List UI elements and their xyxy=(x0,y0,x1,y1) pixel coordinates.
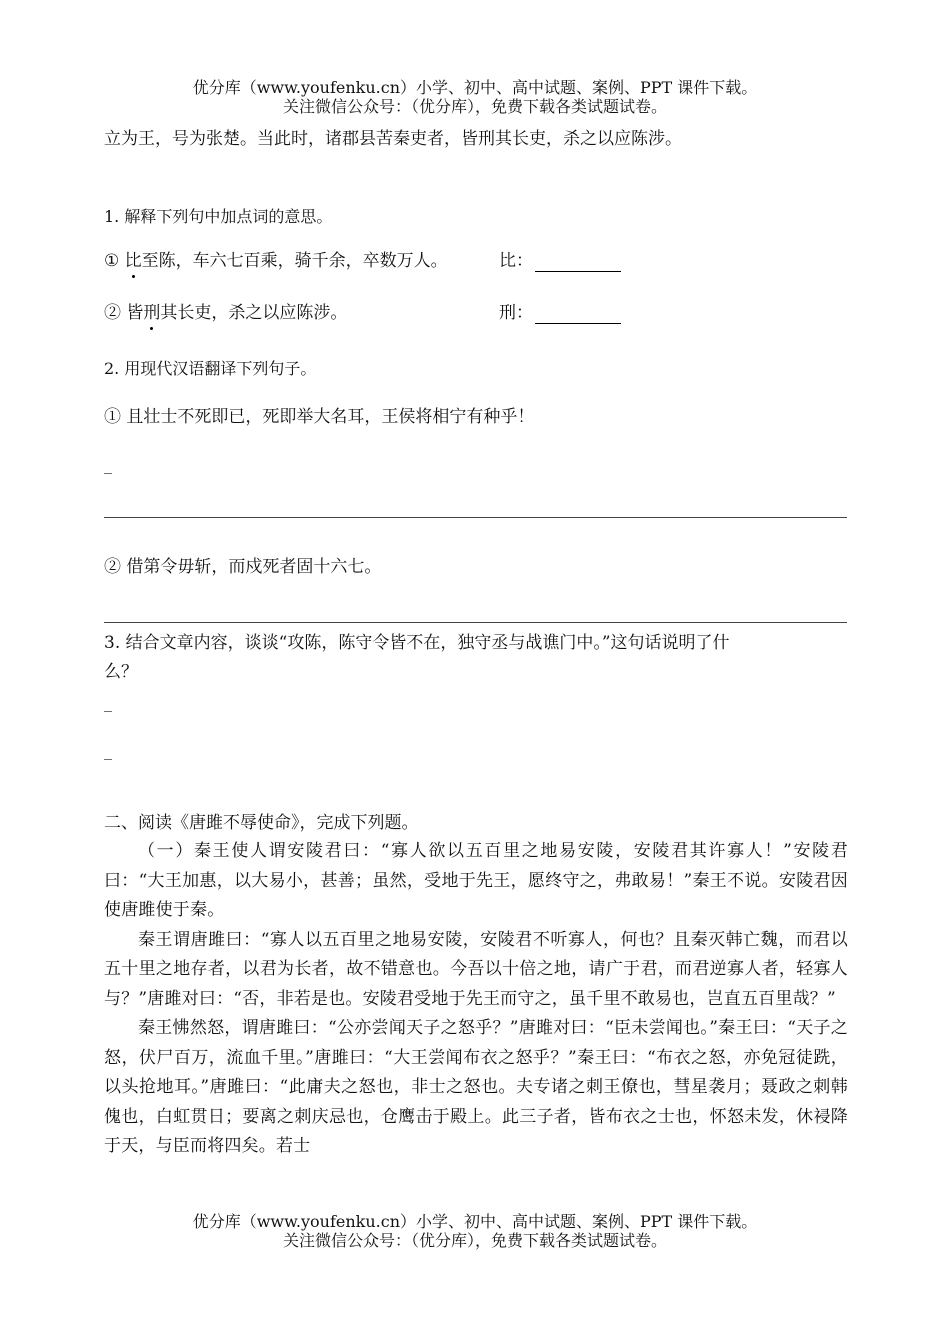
item-text-start: ② 皆 xyxy=(104,303,144,323)
footer-line-1: 优分库（www.youfenku.cn）小学、初中、高中试题、案例、PPT 课件下载。 xyxy=(192,1212,758,1231)
intro-line: 立为王，号为张楚。当此时，诸郡县苦秦吏者，皆刑其长吏，杀之以应陈涉。 xyxy=(104,129,682,149)
page-footer xyxy=(0,1212,950,1250)
answer-line[interactable] xyxy=(104,517,847,518)
question-1-item-1 xyxy=(104,250,448,272)
passage-paragraph-1: （一）秦王使人谓安陵君曰：“寡人欲以五百里之地易安陵，安陵君其许寡人！”安陵君曰：“大王加惠，以大易小，甚善；虽然，受地于先王，愿终守之，弗敢易！”秦王不说。安陵君因使唐雎使于秦。 xyxy=(104,841,848,920)
question-1-item-2 xyxy=(104,302,347,324)
question-2-item-2: ② 借第令毋斩，而戍死者固十六七。 xyxy=(104,557,382,577)
question-1-title: 1. 解释下列句中加点词的意思。 xyxy=(104,207,333,226)
section-2-title: 二、阅读《唐雎不辱使命》，完成下列题。 xyxy=(104,813,419,833)
passage xyxy=(104,837,848,1162)
answer-dash: _ xyxy=(104,693,112,712)
answer-xing xyxy=(499,302,621,324)
question-3-line-2: 么？ xyxy=(104,662,138,682)
answer-bi xyxy=(499,250,621,272)
dotted-word-xing: 刑 xyxy=(143,303,161,323)
question-2-title: 2. 用现代汉语翻译下列句子。 xyxy=(104,359,317,378)
passage-paragraph-3: 秦王怫然怒，谓唐雎曰：“公亦尝闻天子之怒乎？”唐雎对曰：“臣未尝闻也。”秦王曰：“天子之怒，伏尸百万，流血千里。”唐雎曰：“大王尝闻布衣之怒乎？”秦王曰：“布衣之怒，亦免冠徒跣，以头抢地耳。”唐雎曰：“此庸夫之怒也，非士之怒也。夫专诸之刺王僚也，彗星袭月；聂政之刺韩傀也，白虹贯日；要离之刺庆忌也，仓鹰击于殿上。此三子者，皆布衣之士也，怀怒未发，休祲降于天，与臣而将四矣。若士 xyxy=(104,1018,848,1156)
answer-label: 比： xyxy=(499,251,533,271)
header-line-2: 关注微信公众号：（优分库），免费下载各类试题试卷。 xyxy=(282,97,667,116)
item-text: 其长吏，杀之以应陈涉。 xyxy=(160,303,348,323)
dotted-word-bi: 比 xyxy=(124,251,142,271)
passage-paragraph-2: 秦王谓唐雎曰：“寡人以五百里之地易安陵，安陵君不听寡人，何也？且秦灭韩亡魏，而君以五十里之地存者，以君为长者，故不错意也。今吾以十倍之地，请广于君，而君逆寡人者，轻寡人与？”唐雎对曰：“否，非若是也。安陵君受地于先王而守之，虽千里不敢易也，岂直五百里哉？” xyxy=(104,929,848,1009)
page-header xyxy=(0,78,950,116)
question-2-item-1: ① 且壮士不死即已，死即举大名耳，王侯将相宁有种乎！ xyxy=(104,407,535,427)
header-line-1: 优分库（www.youfenku.cn）小学、初中、高中试题、案例、PPT 课件下载。 xyxy=(192,78,758,97)
item-number: ① xyxy=(104,251,120,271)
answer-dash: _ xyxy=(104,455,112,474)
question-3-line-1: 3. 结合文章内容，谈谈“攻陈，陈守令皆不在，独守丞与战谯门中。”这句话说明了什 xyxy=(104,633,730,653)
answer-blank[interactable] xyxy=(535,305,621,324)
item-text: 至陈，车六七百乘，骑千余，卒数万人。 xyxy=(141,251,448,271)
footer-line-2: 关注微信公众号：（优分库），免费下载各类试题试卷。 xyxy=(282,1231,667,1250)
answer-dash: _ xyxy=(104,741,112,760)
answer-blank[interactable] xyxy=(535,253,621,272)
answer-label: 刑： xyxy=(499,303,533,323)
answer-line[interactable] xyxy=(104,622,847,623)
